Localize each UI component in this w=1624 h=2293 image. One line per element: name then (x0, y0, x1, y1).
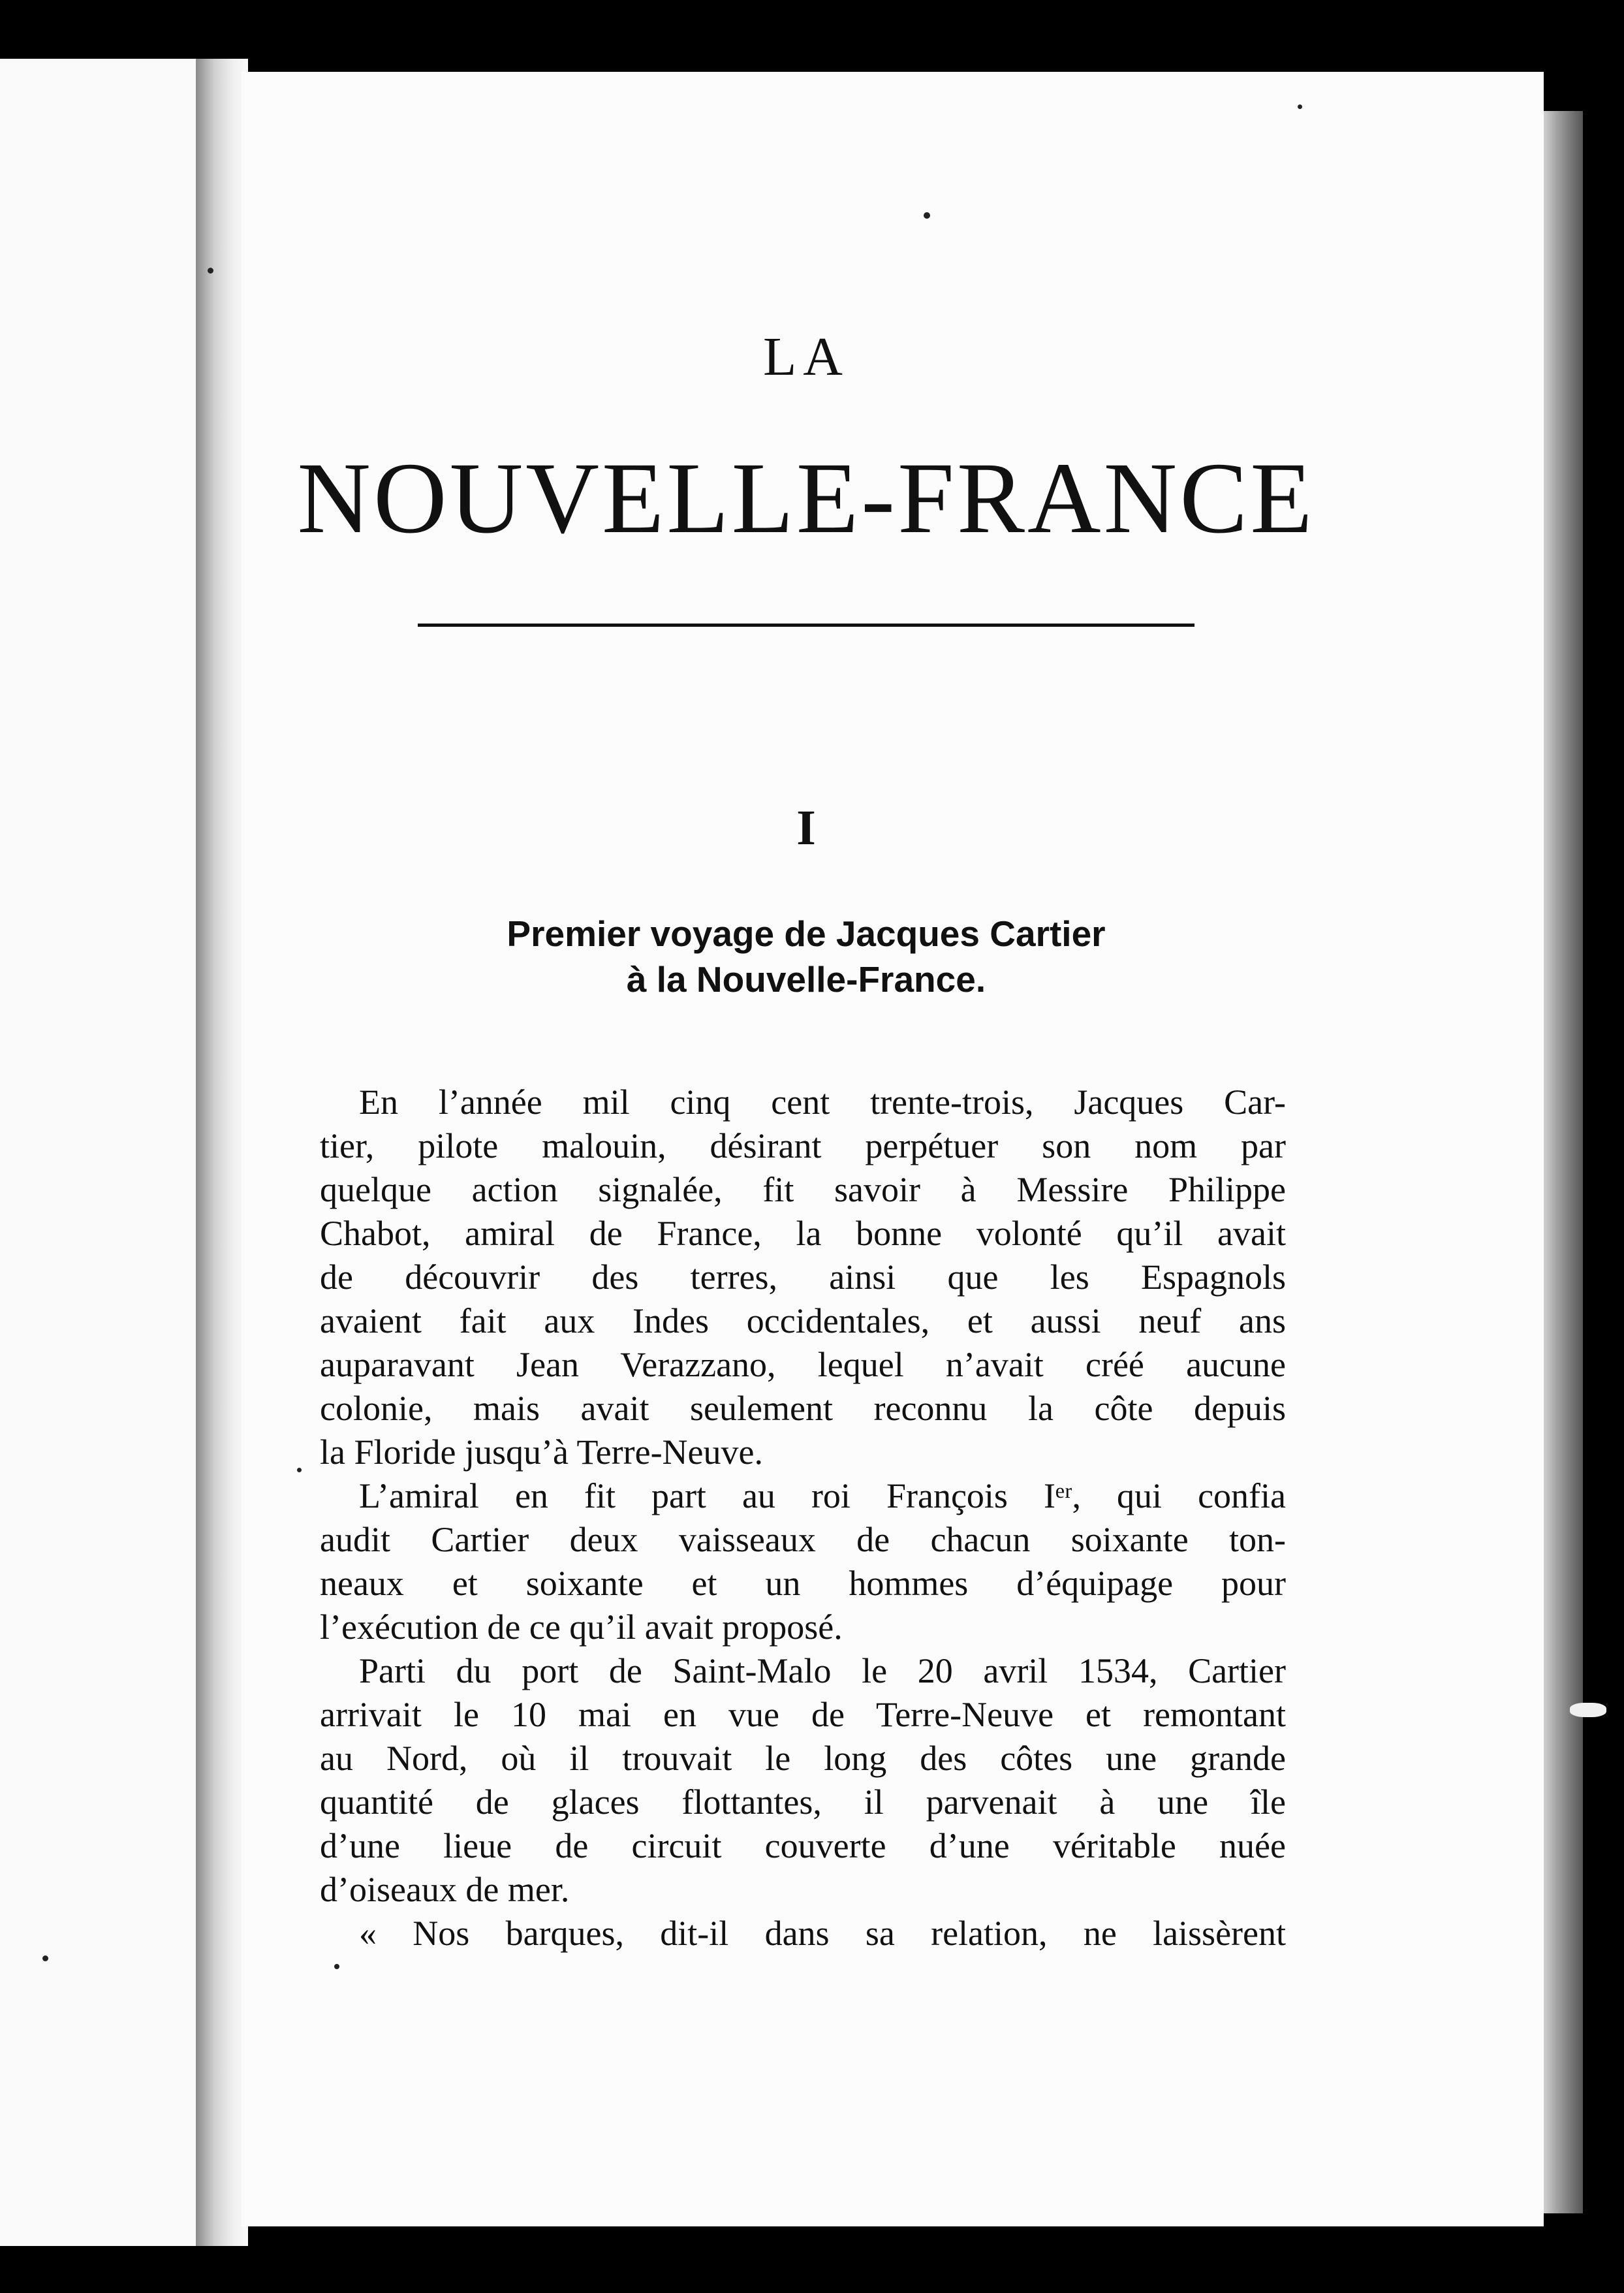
text-line: colonie, mais avait seulement reconnu la côte depuis (320, 1389, 1286, 1428)
text-line: avaient fait aux Indes occidentales, et aussi neuf ans (320, 1301, 1286, 1340)
text-line: l’exécution de ce qu’il avait proposé. (320, 1607, 843, 1647)
text-line: la Floride jusqu’à Terre-Neuve. (320, 1432, 763, 1472)
text-line: d’oiseaux de mer. (320, 1870, 570, 1909)
text-line: auparavant Jean Verazzano, lequel n’avait créé aucune (320, 1345, 1286, 1384)
scan-speck (1570, 1703, 1606, 1717)
text-line: Chabot, amiral de France, la bonne volonté qu’il avait (320, 1214, 1286, 1253)
chapter-number: I (796, 800, 816, 855)
text-line: audit Cartier deux vaisseaux de chacun soixante ton- (320, 1520, 1286, 1559)
scan-speck (334, 1964, 339, 1969)
text-line: tier, pilote malouin, désirant perpétuer son nom par (320, 1126, 1286, 1165)
text-line: « Nos barques, dit-il dans sa relation, ne laissèrent (359, 1914, 1286, 1953)
scan-speck (42, 1955, 48, 1961)
scan-speck (297, 1468, 302, 1472)
text-line: quelque action signalée, fit savoir à Messire Philippe (320, 1170, 1286, 1209)
text-line: quantité de glaces flottantes, il parvenait à une île (320, 1782, 1286, 1822)
text-line: d’une lieue de circuit couverte d’une véritable nuée (320, 1826, 1286, 1865)
scan-speck (924, 212, 930, 219)
chapter-title (0, 911, 1612, 1002)
text-line: Parti du port de Saint-Malo le 20 avril 1534, Cartier (359, 1651, 1286, 1690)
title-rule (418, 624, 1195, 627)
page-edge-right (1544, 111, 1583, 2213)
text-line: neaux et soixante et un hommes d’équipage pour (320, 1564, 1286, 1603)
chapter-title-line: Premier voyage de Jacques Cartier (507, 913, 1106, 954)
pre-title: LA (763, 326, 849, 387)
page-title: NOUVELLE-FRANCE (297, 441, 1315, 554)
scan-speck (1298, 104, 1302, 109)
text-line: au Nord, où il trouvait le long des côtes une grande (320, 1739, 1286, 1778)
text-line: En l’année mil cinq cent trente-trois, Jacques Car- (359, 1083, 1286, 1122)
text-line: de découvrir des terres, ainsi que les Espagnols (320, 1257, 1286, 1297)
text-line: arrivait le 10 mai en vue de Terre-Neuve et remontant (320, 1695, 1286, 1734)
chapter-title-line: à la Nouvelle-France. (626, 959, 986, 1000)
text-line: L’amiral en fit part au roi François Iᵉʳ, qui confia (359, 1476, 1286, 1515)
book-gutter (196, 59, 248, 2246)
body-text (320, 1081, 1286, 1955)
scan-speck (208, 268, 213, 274)
facing-page-left (0, 59, 196, 2246)
